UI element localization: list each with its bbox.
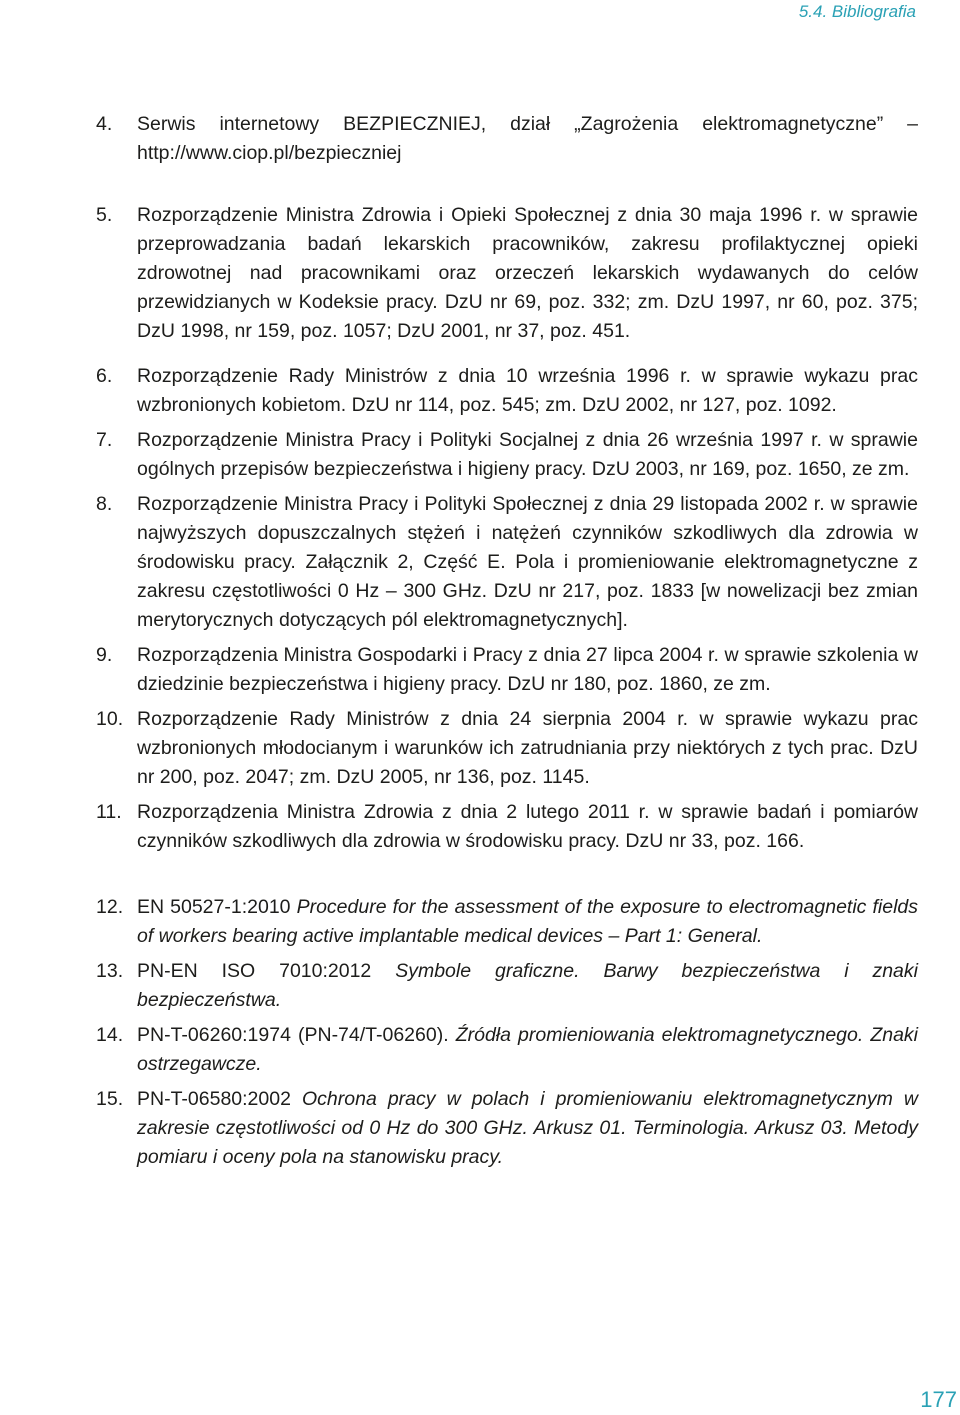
entry-text: Rozporządzenie Rady Ministrów z dnia 10 września 1996 r. w sprawie wykazu prac wzbronionych kobietom. DzU nr 114, poz. 545; zm. DzU 2002, nr 127, poz. 1092. (137, 365, 918, 416)
entry-text: Serwis internetowy BEZPIECZNIEJ, dział „Zagrożenia elektromagnetyczne” – http://www.ciop.pl/bezpieczniej (137, 113, 918, 164)
entry-text: Rozporządzenia Ministra Gospodarki i Pracy z dnia 27 lipca 2004 r. w sprawie szkolenia w dziedzinie bezpieczeństwa i higieny pracy. DzU nr 180, poz. 1860, ze zm. (137, 644, 918, 695)
bibliography-entry-15 (96, 1085, 918, 1172)
entry-number: 9. (96, 644, 113, 666)
entry-text: Rozporządzenie Ministra Zdrowia i Opieki Społecznej z dnia 30 maja 1996 r. w sprawie przeprowadzania badań lekarskich pracowników, zakresu profilaktycznej opieki zdrowotnej nad pracownikami oraz orzeczeń lekarskich wydawanych do celów przewidzianych w Kodeksie pracy. DzU nr 69, poz. 332; zm. DzU 1997, nr 60, poz. 375; DzU 1998, nr 159, poz. 1057; DzU 2001, nr 37, poz. 451. (137, 204, 918, 342)
entry-text: Rozporządzenie Ministra Pracy i Polityki Socjalnej z dnia 26 września 1997 r. w sprawie ogólnych przepisów bezpieczeństwa i higieny pracy. DzU 2003, nr 169, poz. 1650, ze zm. (137, 429, 918, 480)
bibliography-entry-8 (96, 490, 918, 635)
standard-title: Ochrona pracy w polach i promieniowaniu elektromagnetycznym w zakresie częstotliwości od 0 Hz do 300 GHz. Arkusz 01. Terminologia. Arkusz 03. Metody pomiaru i oceny pola na stanowisku pracy. (137, 1088, 919, 1168)
entry-text: Rozporządzenie Ministra Pracy i Polityki Społecznej z dnia 29 listopada 2002 r. w sprawie najwyższych dopuszczalnych stężeń i natężeń czynników szkodliwych dla zdrowia w środowisku pracy. Załącznik 2, Część E. Pola i promieniowanie elektromagnetyczne z zakresu częstotliwości 0 Hz – 300 GHz. DzU nr 217, poz. 1833 [w nowelizacji bez zmian merytorycznych dotyczących pól elektromagnetycznych]. (137, 493, 918, 631)
page-number: 177 (920, 1387, 957, 1412)
entry-number: 11. (96, 801, 122, 823)
entry-number: 15. (96, 1088, 124, 1110)
bibliography-entry-13 (96, 957, 918, 1015)
bibliography-entry-7 (96, 426, 918, 484)
bibliography-entry-5 (96, 201, 918, 346)
entry-number: 7. (96, 429, 113, 451)
entry-number: 4. (96, 113, 113, 135)
standard-title: Źródła promieniowania elektromagnetycznego. Znaki ostrzegawcze. (137, 1024, 918, 1075)
section-header: 5.4. Bibliografia (798, 2, 916, 21)
standards-list (96, 893, 918, 1178)
entry-number: 13. (96, 960, 124, 982)
standard-title: Symbole graficzne. Barwy bezpieczeństwa i znaki bezpieczeństwa. (137, 960, 918, 1011)
standard-code: PN-T-06260:1974 (PN-74/T-06260). (137, 1024, 449, 1046)
bibliography-list-part-2 (96, 362, 918, 862)
bibliography-entry-10 (96, 705, 918, 792)
bibliography-list-part-1 (96, 110, 918, 346)
standard-title: Procedure for the assessment of the exposure to electromagnetic fields of workers bearing active implantable medical devices – Part 1: General. (137, 896, 918, 947)
entry-number: 5. (96, 204, 113, 226)
entry-text: Rozporządzenie Rady Ministrów z dnia 24 sierpnia 2004 r. w sprawie wykazu prac wzbronionych młodocianym i warunków ich zatrudniania przy niektórych z tych prac. DzU nr 200, poz. 2047; zm. DzU 2005, nr 136, poz. 1145. (137, 708, 918, 788)
entry-number: 14. (96, 1024, 124, 1046)
bibliography-entry-11 (96, 798, 918, 856)
bibliography-entry-12 (96, 893, 918, 951)
bibliography-entry-4 (96, 110, 918, 168)
standard-code: PN-T-06580:2002 (137, 1088, 291, 1110)
standard-code: EN 50527-1:2010 (137, 896, 291, 918)
entry-number: 10. (96, 708, 124, 730)
entry-number: 12. (96, 896, 124, 918)
bibliography-entry-9 (96, 641, 918, 699)
entry-number: 6. (96, 365, 113, 387)
entry-text: Rozporządzenia Ministra Zdrowia z dnia 2 lutego 2011 r. w sprawie badań i pomiarów czynników szkodliwych dla zdrowia w środowisku pracy. DzU nr 33, poz. 166. (137, 801, 918, 852)
bibliography-entry-6 (96, 362, 918, 420)
entry-number: 8. (96, 493, 113, 515)
standard-code: PN-EN ISO 7010:2012 (137, 960, 372, 982)
bibliography-entry-14 (96, 1021, 918, 1079)
